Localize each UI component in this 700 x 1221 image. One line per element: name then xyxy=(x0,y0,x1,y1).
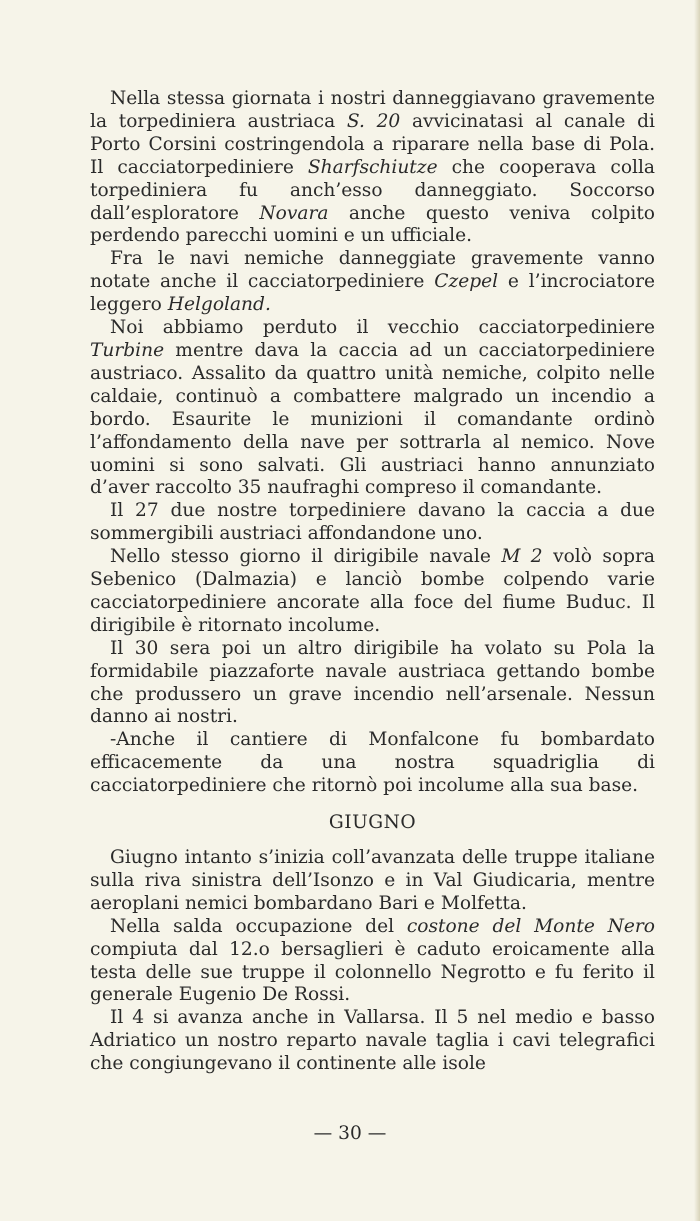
text-run: che cooperava colla torpediniera fu anch’esso danneggiato. Soccorso dall’esploratore xyxy=(90,156,655,224)
emphasized-text: S. 20 xyxy=(346,110,401,132)
text-run: volò sopra Sebenico (Dalmazia) e lanciò bombe colpendo varie cacciatorpediniere ancorate alla foce del fiume Buduc. Il dirigibile è ritornato incolume. xyxy=(90,546,655,636)
text-run: e l’incrociatore leggero xyxy=(90,271,655,316)
section-heading: GIUGNO xyxy=(328,812,417,834)
paragraphs-after xyxy=(90,847,655,1076)
paragraph xyxy=(90,317,655,500)
emphasized-text: Czepel xyxy=(434,271,499,293)
paragraph xyxy=(90,916,655,1008)
page-edge xyxy=(694,0,700,1221)
page-body xyxy=(90,88,655,1076)
emphasized-text: Sharfschiutze xyxy=(307,156,438,178)
paragraph xyxy=(90,546,655,638)
paragraph xyxy=(90,1007,655,1076)
emphasized-text: Turbine xyxy=(90,339,165,361)
emphasized-text: Helgoland. xyxy=(167,294,271,316)
text-run: Giugno intanto s’inizia coll’avanzata delle truppe italiane sulla riva sinistra dell’Isonzo e in Val Giudicaria, mentre aeroplani nemici bombardano Bari e Molfetta. xyxy=(90,847,655,914)
paragraph xyxy=(90,248,655,317)
text-run: Nella stessa giornata i nostri danneggiavano gravemente la torpediniera austriaca xyxy=(90,88,655,132)
text-run: Il 4 si avanza anche in Vallarsa. Il 5 nel medio e basso Adriatico un nostro reparto navale taglia i cavi telegrafici che congiungevano il continente alle isole xyxy=(90,1007,655,1075)
paragraph xyxy=(90,729,655,798)
text-run: anche questo veniva colpito perdendo parecchi uomini e un ufficiale. xyxy=(90,202,655,247)
text-run: Il 27 due nostre torpediniere davano la caccia a due sommergibili austriaci affondandone uno. xyxy=(90,500,655,545)
emphasized-text: Novara xyxy=(259,202,329,224)
text-run: compiuta dal 12.o bersaglieri è caduto eroicamente alla testa delle sue truppe il colonnello Negrotto e fu ferito il generale Eugenio De Rossi. xyxy=(90,938,655,1006)
text-run: mentre dava la caccia ad un cacciatorpediniere austriaco. Assalito da quattro unità nemiche, colpito nelle caldaie, continuò a combattere malgrado un incendio a bordo. Esaurite le munizioni il comandante ordinò l’affondamento della nave per sottrarla al nemico. Nove uomini si sono salvati. Gli austriaci hanno annunziato d’aver raccolto 35 naufraghi compreso il comandante. xyxy=(90,339,655,499)
emphasized-text: M 2 xyxy=(501,546,543,568)
emphasized-text: costone del Monte Nero xyxy=(406,915,656,937)
text-run: Nello stesso giorno il dirigibile navale xyxy=(110,546,502,568)
paragraph xyxy=(90,500,655,546)
paragraphs-before xyxy=(90,88,655,798)
text-run: avvicinatasi al canale di Porto Corsini costringendola a riparare nella base di Pola. Il cacciatorpediniere xyxy=(90,110,656,178)
paragraph xyxy=(90,638,655,730)
paragraph xyxy=(90,88,655,248)
text-run: Il 30 sera poi un altro dirigibile ha volato su Pola la formidabile piazzaforte navale austriaca gettando bombe che produssero un grave incendio nell’arsenale. Nessun danno ai nostri. xyxy=(90,637,655,728)
text-run: -Anche il cantiere di Monfalcone fu bombardato efficacemente da una nostra squadriglia di cacciatorpediniere che ritornò poi incolume alla sua base. xyxy=(90,729,655,797)
text-run: Nella salda occupazione del xyxy=(110,915,407,937)
paragraph xyxy=(90,847,655,916)
text-run: Fra le navi nemiche danneggiate gravemente vanno notate anche il cacciatorpediniere xyxy=(90,248,655,293)
text-run: Noi abbiamo perduto il vecchio cacciatorpediniere xyxy=(110,317,655,339)
page-number: — 30 — xyxy=(313,1123,387,1144)
